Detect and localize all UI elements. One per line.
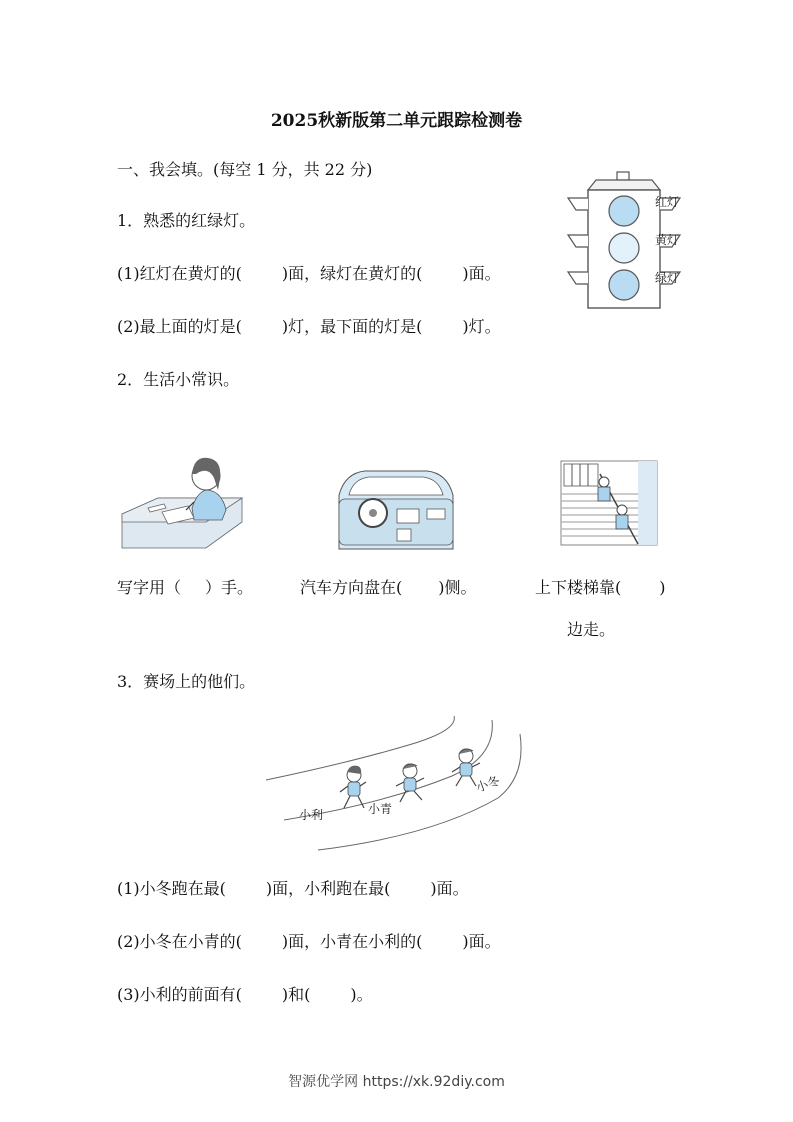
red-light — [609, 196, 639, 226]
girl-writing-illustration — [118, 450, 246, 550]
green-light — [609, 270, 639, 300]
red-light-label: 红灯 — [655, 195, 680, 209]
yellow-light-label: 黄灯 — [655, 233, 680, 247]
q3-part2: (2)小冬在小青的( )面，小青在小利的( )面。 — [117, 932, 501, 951]
yellow-light — [609, 233, 639, 263]
runner-label-xiaoli: 小利 — [299, 808, 324, 822]
q1-part2: (2)最上面的灯是( )灯，最下面的灯是( )灯。 — [117, 317, 501, 336]
q2-caption-3-line2: 边走。 — [567, 620, 616, 639]
runner-label-xiaodong: 小冬 — [474, 773, 502, 795]
q3-part1: (1)小冬跑在最( )面，小利跑在最( )面。 — [117, 879, 469, 898]
q2-caption-2: 汽车方向盘在( )侧。 — [300, 578, 477, 597]
q1-part1: (1)红灯在黄灯的( )面，绿灯在黄灯的( )面。 — [117, 264, 501, 283]
q3-heading: 3．赛场上的他们。 — [117, 672, 256, 691]
page-title: 2025秋新版第二单元跟踪检测卷 — [270, 111, 523, 131]
section-heading: 一、我会填。(每空 1 分，共 22 分) — [117, 160, 373, 179]
q1-heading: 1．熟悉的红绿灯。 — [117, 211, 256, 230]
q2-caption-1: 写字用（ ）手。 — [117, 578, 254, 597]
footer-watermark: 智源优学网 https://xk.92diy.com — [288, 1074, 505, 1090]
race-track-illustration — [262, 712, 524, 854]
runner-label-xiaoqing: 小青 — [368, 802, 393, 816]
q2-heading: 2．生活小常识。 — [117, 370, 240, 389]
q2-caption-3: 上下楼梯靠( ) — [535, 578, 666, 597]
traffic-light-figure — [562, 170, 692, 315]
q3-part3: (3)小利的前面有( )和( )。 — [117, 985, 373, 1004]
green-light-label: 绿灯 — [655, 271, 680, 285]
car-interior-illustration — [335, 465, 457, 550]
stairs-illustration — [560, 460, 658, 546]
